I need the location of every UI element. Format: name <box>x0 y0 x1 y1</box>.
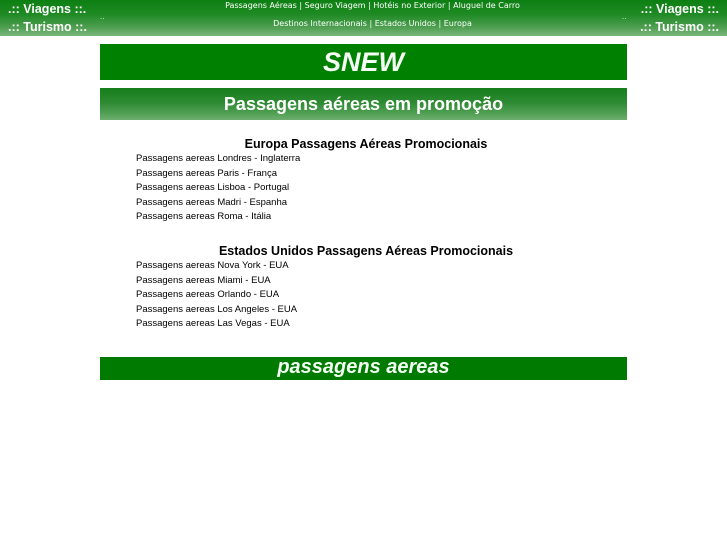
list-item <box>136 167 596 182</box>
section-estados-unidos <box>136 243 596 332</box>
logo-banner-snew: SNEW <box>100 44 627 80</box>
nav-separator: | <box>438 19 442 28</box>
nav-separator: | <box>299 1 303 10</box>
nav-link-aluguel-carro[interactable]: Aluguel de Carro <box>453 1 520 10</box>
list-item <box>136 317 596 332</box>
nav-link-seguro-viagem[interactable]: Seguro Viagem <box>304 1 366 10</box>
section-title-estados-unidos: Estados Unidos Passagens Aéreas Promocionais <box>218 244 514 258</box>
decorative-dots-left: .. <box>100 13 105 21</box>
link-las-vegas[interactable]: Passagens aereas Las Vegas - EUA <box>136 318 290 329</box>
link-orlando[interactable]: Passagens aereas Orlando - EUA <box>136 289 280 300</box>
nav-separator: | <box>369 19 373 28</box>
list-item <box>136 303 596 318</box>
link-paris[interactable]: Passagens aereas Paris - França <box>136 167 277 179</box>
header-right-viagens: .:: Viagens ::. <box>640 2 719 16</box>
link-lisboa[interactable]: Passagens aereas Lisboa - Portugal <box>136 182 290 193</box>
section-europa <box>136 136 596 225</box>
header-right-title <box>640 0 719 36</box>
header-left-viagens: .:: Viagens ::. <box>8 2 87 16</box>
nav-row-2 <box>180 19 565 29</box>
header-right-turismo: .:: Turismo ::. <box>640 20 719 34</box>
nav-separator: | <box>447 1 451 10</box>
europa-links-list <box>136 152 596 225</box>
link-londres[interactable]: Passagens aereas Londres - Inglaterra <box>136 153 301 164</box>
link-madri[interactable]: Passagens aereas Madri - Espanha <box>136 196 288 208</box>
list-item <box>136 210 596 225</box>
footer-banner-passagens-aereas: passagens aereas <box>100 357 627 380</box>
list-item <box>136 152 596 167</box>
nav-link-destinos-internacionais[interactable]: Destinos Internacionais <box>273 19 367 28</box>
decorative-dots-right: .. <box>622 13 627 21</box>
link-nova-york[interactable]: Passagens aereas Nova York - EUA <box>136 260 289 271</box>
link-los-angeles[interactable]: Passagens aereas Los Angeles - EUA <box>136 303 298 315</box>
nav-link-europa[interactable]: Europa <box>443 19 472 28</box>
link-miami[interactable]: Passagens aereas Miami - EUA <box>136 274 271 286</box>
nav-row-1 <box>180 1 565 11</box>
top-header-bar <box>0 0 727 36</box>
nav-link-estados-unidos[interactable]: Estados Unidos <box>374 19 436 28</box>
nav-separator: | <box>368 1 371 10</box>
list-item <box>136 196 596 211</box>
eua-links-list <box>136 259 596 332</box>
nav-link-hoteis-exterior[interactable]: Hotéis no Exterior <box>373 1 446 10</box>
header-left-title <box>8 0 87 36</box>
promo-title-banner: Passagens aéreas em promoção <box>100 88 627 120</box>
list-item <box>136 259 596 274</box>
nav-link-passagens-aereas[interactable]: Passagens Aéreas <box>225 1 297 10</box>
section-title-europa: Europa Passagens Aéreas Promocionais <box>244 137 488 151</box>
header-left-turismo: .:: Turismo ::. <box>8 20 87 34</box>
list-item <box>136 181 596 196</box>
link-roma[interactable]: Passagens aereas Roma - Itália <box>136 211 272 222</box>
list-item <box>136 274 596 289</box>
list-item <box>136 288 596 303</box>
